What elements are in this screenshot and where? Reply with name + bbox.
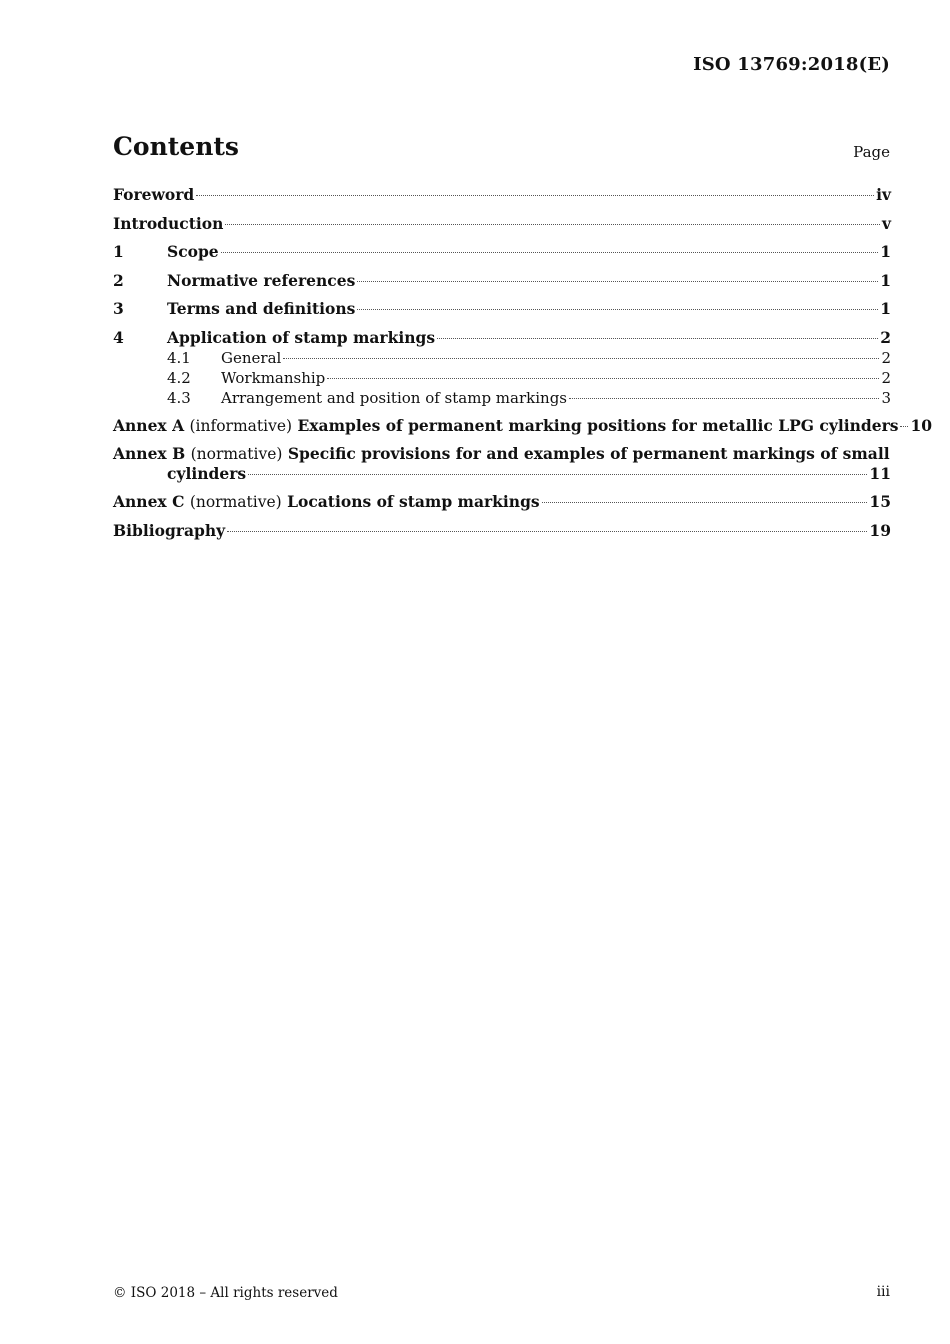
toc-entry-text: Workmanship [221,368,326,387]
toc-page-number: v [881,213,891,233]
copyright-notice: © ISO 2018 – All rights reserved [113,1285,338,1301]
toc-entry-text: Introduction [113,213,224,233]
toc-page-number: 3 [881,388,891,407]
dot-leader [900,426,908,427]
toc-page-number: 1 [880,270,891,290]
toc-clause-number: 4.3 [167,388,191,407]
toc-entry-text [113,444,891,464]
toc-page-number: 11 [869,464,891,483]
dot-leader [327,378,879,379]
page-column-label: Page [853,143,890,161]
toc-page-number: 2 [881,348,891,367]
toc-clause-number: 1 [113,242,124,261]
toc-entry-workmanship[interactable] [113,368,891,388]
toc-entry-annex-b[interactable] [113,444,891,484]
toc-page-number: 19 [869,520,891,540]
toc-clause-number: 4.1 [167,348,191,367]
annex-type: (informative) [189,416,293,435]
toc-clause-number: 4.2 [167,368,191,387]
toc-entry-text [113,492,540,512]
document-id: ISO 13769:2018(E) [693,54,890,75]
contents-title: Contents [113,132,240,161]
annex-type: (normative) [189,493,282,511]
toc-entry-annex-a[interactable] [113,415,933,436]
annex-title: Locations of stamp markings [287,492,540,511]
dot-leader [542,502,868,503]
dot-leader [225,224,880,225]
dot-leader [283,358,879,359]
toc-clause-number: 3 [113,299,124,318]
annex-label: Annex B [113,444,186,463]
toc-page-number: iv [876,185,891,204]
dot-leader [227,531,867,532]
toc-entry-application-stamp-markings[interactable] [113,328,891,348]
toc-entry-text: Scope [167,242,219,261]
page-number: iii [876,1284,890,1300]
dot-leader [569,398,879,399]
dot-leader [221,252,879,253]
toc-entry-text: Foreword [113,185,195,204]
toc-entry-text [113,416,898,436]
annex-label: Annex C [113,492,185,511]
annex-label: Annex A [113,415,185,435]
dot-leader [437,338,878,339]
dot-leader [196,195,874,196]
toc-entry-text: Bibliography [113,520,226,540]
toc-entry-normative-references[interactable] [113,271,891,291]
toc-entry-text: Application of stamp markings [167,327,436,347]
toc-page-number: 1 [880,242,891,261]
toc-clause-number: 2 [113,270,124,290]
toc-entry-bibliography[interactable] [113,521,891,541]
toc-entry-introduction[interactable] [113,214,891,234]
toc-entry-scope[interactable] [113,242,891,262]
toc-entry-text: General [221,348,282,367]
toc-page-number: 15 [869,492,891,511]
toc-page-number: 2 [880,327,891,347]
toc-entry-text: Normative references [167,270,356,290]
toc-entry-arrangement-position[interactable] [113,388,891,408]
dot-leader [248,474,867,475]
toc-page-number: 1 [880,299,891,318]
toc-entry-general[interactable] [113,348,891,368]
toc-entry-foreword[interactable] [113,185,891,205]
dot-leader [357,281,878,282]
toc-entry-terms-definitions[interactable] [113,299,891,319]
toc-entry-text: Arrangement and position of stamp markings [221,388,567,407]
annex-title: Examples of permanent marking positions for metallic LPG cylinders [297,415,899,435]
annex-title-continued: cylinders [167,464,247,483]
dot-leader [357,309,878,310]
toc-page-number: 10 [910,415,933,435]
annex-title: Specific provisions for and examples of permanent markings of small [287,444,890,463]
toc-page-number: 2 [881,368,891,387]
annex-type: (normative) [190,445,283,463]
toc-entry-text: Terms and definitions [167,299,356,318]
table-of-contents [113,185,933,549]
toc-clause-number: 4 [113,327,124,347]
toc-entry-annex-c[interactable] [113,492,891,512]
